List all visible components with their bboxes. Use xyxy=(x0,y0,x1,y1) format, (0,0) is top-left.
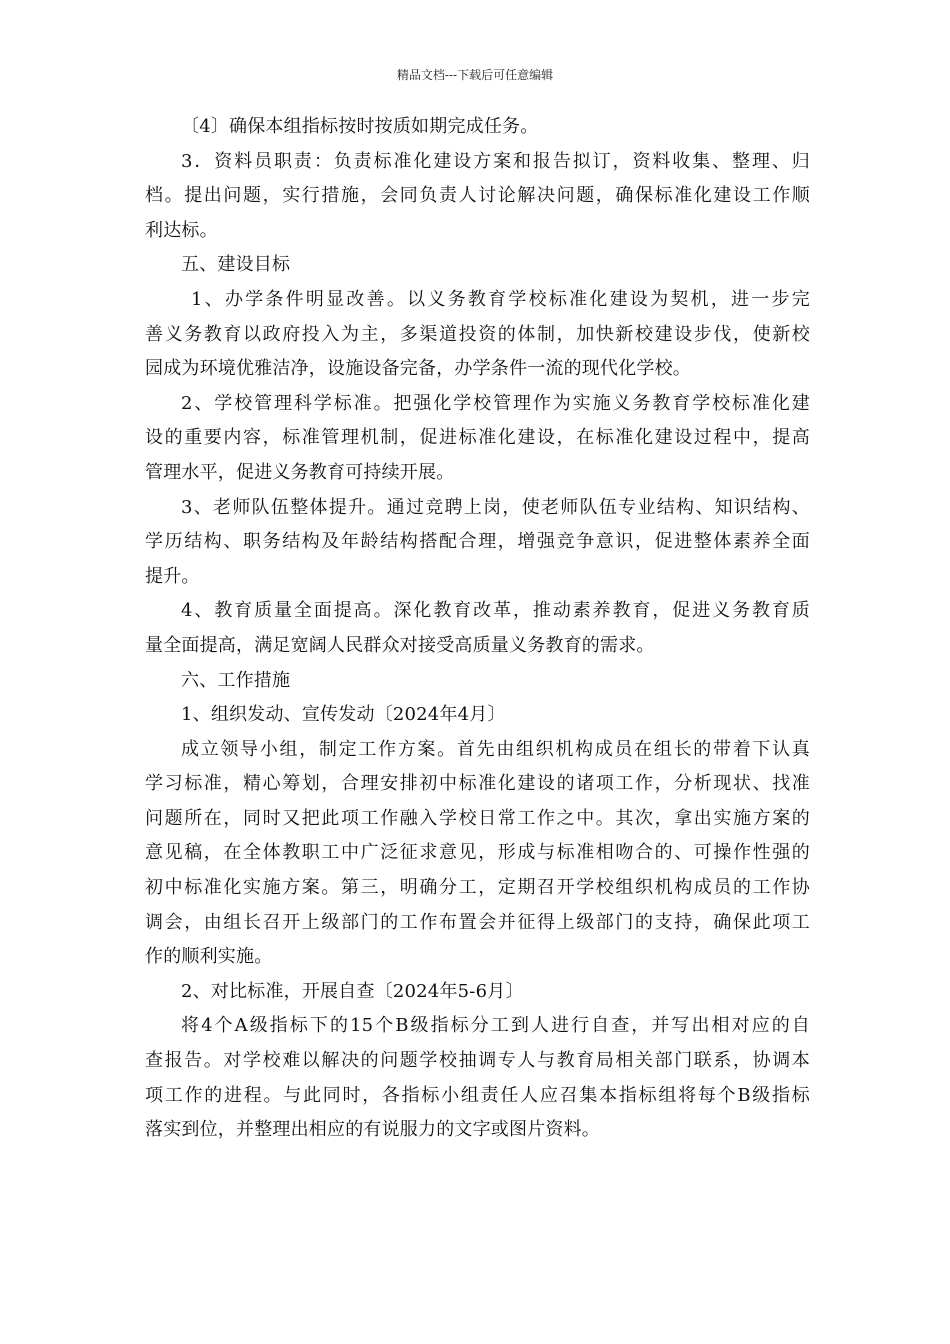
paragraph-line: 3．资料员职责：负责标准化建设方案和报告拟订，资料收集、整理、归 xyxy=(181,150,810,172)
paragraph-line: 学习标准，精心筹划，合理安排初中标准化建设的诸项工作，分析现状、找准 xyxy=(145,773,810,795)
paragraph-line: 初中标准化实施方案。第三，明确分工，定期召开学校组织机构成员的工作协 xyxy=(145,877,810,899)
paragraph-line: 〔4〕确保本组指标按时按质如期完成任务。 xyxy=(181,116,539,137)
section-heading: 五、建设目标 xyxy=(181,254,291,276)
paragraph-line: 提升。 xyxy=(145,565,200,587)
paragraph-line: 4、教育质量全面提高。深化教育改革，推动素养教育，促进义务教育质 xyxy=(181,600,810,622)
paragraph-line: 作的顺利实施。 xyxy=(145,946,273,968)
subsection-heading: 2、对比标准，开展自查〔2024年5-6月〕 xyxy=(181,980,524,1002)
paragraph-line: 量全面提高，满足宽阔人民群众对接受高质量义务教育的需求。 xyxy=(145,634,655,656)
paragraph-line: 成立领导小组，制定工作方案。首先由组织机构成员在组长的带着下认真 xyxy=(181,738,810,760)
paragraph-line: 意见稿，在全体教职工中广泛征求意见，形成与标准相吻合的、可操作性强的 xyxy=(145,842,810,864)
paragraph-line: 2、学校管理科学标准。把强化学校管理作为实施义务教育学校标准化建 xyxy=(181,392,810,414)
paragraph-line: 将4个A级指标下的15个B级指标分工到人进行自查，并写出相对应的自 xyxy=(181,1015,810,1037)
paragraph-line: 问题所在，同时又把此项工作融入学校日常工作之中。其次，拿出实施方案的 xyxy=(145,807,810,829)
paragraph-line: 落实到位，并整理出相应的有说服力的文字或图片资料。 xyxy=(145,1119,600,1141)
paragraph-line: 项工作的进程。与此同时，各指标小组责任人应召集本指标组将每个B级指标 xyxy=(145,1084,810,1106)
section-heading: 六、工作措施 xyxy=(181,669,291,691)
paragraph-line: 利达标。 xyxy=(145,219,218,241)
paragraph-line: 管理水平，促进义务教育可持续开展。 xyxy=(145,461,455,483)
document-body xyxy=(145,110,810,1148)
paragraph-line: 园成为环境优雅洁净，设施设备完备，办学条件一流的现代化学校。 xyxy=(145,358,691,380)
paragraph-line: 3、老师队伍整体提升。通过竞聘上岗，使老师队伍专业结构、知识结构、 xyxy=(181,496,810,518)
paragraph-line: 善义务教育以政府投入为主，多渠道投资的体制，加快新校建设步伐，使新校 xyxy=(145,323,810,345)
paragraph-line: 设的重要内容，标准管理机制，促进标准化建设，在标准化建设过程中，提高 xyxy=(145,427,810,449)
subsection-heading: 1、组织发动、宣传发动〔2024年4月〕 xyxy=(181,704,506,726)
page-header: 精品文档---下载后可任意编辑 xyxy=(396,68,554,82)
paragraph-line: 1、办学条件明显改善。以义务教育学校标准化建设为契机，进一步完 xyxy=(191,288,810,310)
paragraph-line: 调会，由组长召开上级部门的工作布置会并征得上级部门的支持，确保此项工 xyxy=(145,911,810,933)
paragraph-line: 档。提出问题，实行措施，会同负责人讨论解决问题，确保标准化建设工作顺 xyxy=(145,185,810,207)
paragraph-line: 学历结构、职务结构及年龄结构搭配合理，增强竞争意识，促进整体素养全面 xyxy=(145,531,810,553)
paragraph-line: 查报告。对学校难以解决的问题学校抽调专人与教育局相关部门联系，协调本 xyxy=(145,1050,810,1072)
